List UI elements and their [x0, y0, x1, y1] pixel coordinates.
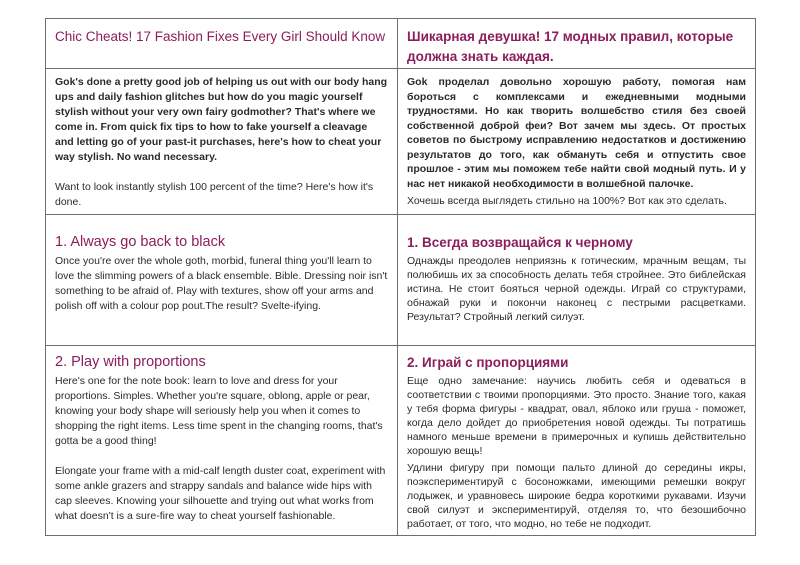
- section2-paragraph1-english: Here's one for the note book: learn to love and dress for your proportions. Simples. Whether you're square, oblong, apple or pear, knowing your body shape will seriously help you when it comes to shopping the right items. Less time spent in the changing rooms, that's gotta be a good thing!: [55, 375, 383, 447]
- intro-cell-english: [46, 69, 398, 215]
- section1-heading-english: 1. Always go back to black: [55, 234, 226, 250]
- intro-lead-english: Gok's done a pretty good job of helping us out with our body hang ups and daily fashion glitches but how do you magic yourself stylish without your very own fairy godmother? That's where we come in. From quick fix tips to how to fake yourself a cleavage and letting go of your past-it purchases, here's how to cheat your way stylish. No wand necessary.: [55, 76, 388, 163]
- section2-cell-english: [46, 346, 398, 536]
- section1-heading-russian: 1. Всегда возвращайся к черному: [407, 235, 633, 250]
- intro-cell-russian: [398, 69, 756, 215]
- table-row-intro: [46, 69, 756, 215]
- section1-paragraph-english: Once you're over the whole goth, morbid, funeral thing you'll learn to love the slimming powers of a black ensemble. Bible. Dressing noir isn't something to be afraid of. Play with textures, show off your arms and polish off with a colour pop pout.The result? Svelte-ifying.: [55, 255, 388, 312]
- intro-lead-russian: Gok проделал довольно хорошую работу, помогая нам бороться с комплексами и ежедневными модными трудностями. Но как творить волшебство стиля без своей собственной доброй феи? Вот зачем мы здесь. От простых советов по быстрому исправлению недостатков и достижению результатов до того, как обмануть себя и отпустить свое прошлое - этим мы поможем тебе найти свой модный путь. И у нас нет никакой необходимости в волшебной палочке.: [407, 76, 746, 190]
- section2-paragraph1-russian: Еще одно замечание: научись любить себя и одеваться в соответствии с твоими пропорциями. Это просто. Знание того, какая у тебя форма фигуры - квадрат, овал, яблоко или груша - поможет, когда дело дойдет до приобретения новой одежды. Ты потратишь намного меньше времени в примерочных и купишь действительно хорошую вещь!: [407, 375, 746, 457]
- section1-cell-english: [46, 215, 398, 346]
- section2-paragraph2-russian: Удлини фигуру при помощи пальто длиной до середины икры, поэкспериментируй с босоножками, имеющими ремешки вокруг лодыжек, и уравновесь широкие бедра короткими рукавами. Изучи свой силуэт и экспериментируй, отделяя то, что безошибочно работает, от того, что модно, но тебе не подходит.: [407, 462, 746, 530]
- intro-note-russian: Хочешь всегда выглядеть стильно на 100%? Вот как это сделать.: [407, 195, 727, 207]
- section1-cell-russian: [398, 215, 756, 346]
- translation-table: [45, 18, 756, 536]
- article-title-russian: Шикарная девушка! 17 модных правил, которые должна знать каждая.: [407, 29, 734, 64]
- section2-heading-english: 2. Play with proportions: [55, 354, 206, 370]
- section2-paragraph2-english: Elongate your frame with a mid-calf length duster coat, experiment with some ankle grazers and strappy sandals and balance wide hips with cap sleeves. Knowing your silhouette and trying out what works from what doesn't is a sure-fire way to cheat yourself fashionable.: [55, 465, 386, 522]
- section2-heading-russian: 2. Играй с пропорциями: [407, 355, 569, 370]
- table-row-section-1: [46, 215, 756, 346]
- section1-paragraph-russian: Однажды преодолев неприязнь к готическим, мрачным вещам, ты полюбишь их за способность делать тебя стройнее. Это библейская истина. Не стоит бояться черной одежды. Играй со структурами, обнажай руки и покончи наконец с пестрыми расцветками. Результат? Стройный легкий силуэт.: [407, 255, 746, 323]
- intro-note-english: Want to look instantly stylish 100 percent of the time? Here's how it's done.: [55, 181, 374, 208]
- section2-cell-russian: [398, 346, 756, 536]
- title-cell-english: [46, 19, 398, 69]
- title-cell-russian: [398, 19, 756, 69]
- table-row-section-2: [46, 346, 756, 536]
- table-row-title: [46, 19, 756, 69]
- article-title-english: Chic Cheats! 17 Fashion Fixes Every Girl Should Know: [55, 29, 386, 44]
